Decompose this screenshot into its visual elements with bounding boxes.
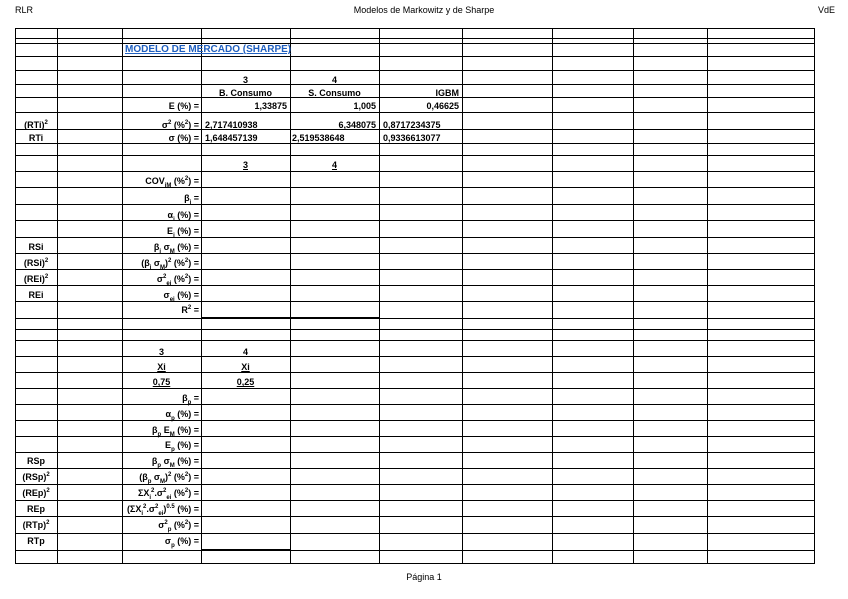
asset-name-3: IGBM	[435, 88, 459, 98]
variance-value-2: 6,348075	[338, 120, 376, 130]
grid-row-line	[15, 70, 815, 71]
rep-formula: $(\Sigma X_i^2.\sigma^2_{ei})^{0.5}$ (%) =	[126, 504, 199, 517]
grid-row-line	[15, 301, 815, 302]
e-i-label: $E_i$ (%) =	[167, 226, 199, 239]
header-right: VdE	[817, 5, 835, 15]
grid-row-line	[15, 204, 815, 205]
rei2-label: (REi)$^2$	[23, 274, 49, 284]
sec3-x-2: Xi	[241, 362, 250, 372]
header-center: Modelos de Markowitz y de Sharpe	[353, 5, 495, 15]
grid-row-line	[15, 155, 815, 156]
weight-2: 0,25	[236, 377, 255, 387]
beta-i-label: $\beta_i$ =	[184, 193, 199, 206]
sd-value-3: 0,9336613077	[383, 133, 441, 143]
rsi-formula: $\beta_i$ $\sigma_M$ (%) =	[153, 242, 199, 255]
rei-label: REi	[28, 290, 44, 300]
weight-1: 0,75	[152, 377, 171, 387]
sd-value-1: 1,648457139	[205, 133, 258, 143]
asset-name-1: B. Consumo	[219, 88, 272, 98]
grid-row-line	[15, 237, 815, 238]
r2-label: $R^2$ =	[181, 305, 199, 315]
grid-row-line	[15, 388, 815, 389]
grid-row-line	[15, 253, 815, 254]
rep-label: REp	[27, 504, 45, 514]
grid-col-line	[814, 29, 815, 563]
rep2-formula: $\Sigma X_i^2.\sigma^2_{ei}$ (%$^2$) =	[137, 488, 199, 501]
page-footer: Página 1	[406, 572, 442, 582]
grid-col-line	[57, 29, 58, 563]
rtp-formula: $\sigma_p$ (%) =	[164, 536, 199, 549]
e-value-3: 0,46625	[426, 101, 459, 111]
rsi-label: RSi	[28, 242, 44, 252]
grid-row-line	[15, 420, 815, 421]
asset-number-2: 4	[331, 75, 337, 85]
alpha-i-label: $\alpha_i$ (%) =	[167, 210, 199, 223]
variance-value-1: 2,717410938	[205, 120, 258, 130]
e-p-label: $E_p$ (%) =	[165, 440, 199, 453]
grid-row-line	[15, 285, 815, 286]
sec3-number-1: 3	[158, 347, 164, 357]
grid-row-line	[15, 112, 815, 113]
rti-label: RTi	[28, 133, 44, 143]
grid-row-line	[15, 516, 815, 517]
grid-row-line	[15, 56, 815, 57]
grid-row-line	[15, 550, 815, 551]
grid-row-line	[15, 329, 815, 330]
grid-col-line	[707, 29, 708, 563]
rtp-label: RTp	[27, 536, 45, 546]
grid-row-line	[15, 372, 815, 373]
grid-row-line	[15, 171, 815, 172]
asset-number-1: 3	[242, 75, 248, 85]
rep2-label: (REp)$^2$	[22, 488, 50, 498]
grid-col-line	[633, 29, 634, 563]
sec2-number-1: 3	[242, 160, 248, 170]
rtp2-formula: $\sigma^2_p$ (%$^2$) =	[158, 520, 199, 533]
cov-label: $COV_{iM}$ (%$^2$) =	[145, 176, 199, 189]
rtp2-label: (RTp)$^2$	[22, 520, 50, 530]
e-label: E (%) =	[168, 101, 199, 111]
header-left: RLR	[15, 5, 34, 15]
sec2-number-2: 4	[331, 160, 337, 170]
rti2-label: (RTi)$^2$	[24, 120, 48, 130]
sd-label: σ (%) =	[168, 133, 199, 143]
asset-name-2: S. Consumo	[308, 88, 361, 98]
grid-col-line	[462, 29, 463, 563]
grid-row-line	[15, 318, 815, 319]
variance-value-3: 0,8717234375	[383, 120, 441, 130]
rei2-formula: $\sigma^2_{ei}$ (%$^2$) =	[156, 274, 199, 287]
rsi2-formula: ($\beta_i$ $\sigma_M)^2$ (%$^2$) =	[141, 258, 199, 271]
rsp-formula: $\beta_p$ $\sigma_M$ (%) =	[151, 456, 199, 469]
sec3-x-1: Xi	[157, 362, 166, 372]
beta-p-label: $\beta_p$ =	[182, 393, 199, 406]
grid-row-line	[15, 269, 815, 270]
grid-row-line	[15, 38, 815, 39]
grid-row-line	[15, 468, 815, 469]
sec3-number-2: 4	[242, 347, 248, 357]
grid-row-line	[15, 404, 815, 405]
rsp2-formula: ($\beta_p$ $\sigma_M)^2$ (%$^2$) =	[139, 472, 199, 485]
e-value-2: 1,005	[353, 101, 376, 111]
rsi2-label: (RSi)$^2$	[23, 258, 49, 268]
grid-row-line	[15, 187, 815, 188]
spreadsheet	[15, 28, 815, 564]
rsp2-label: (RSp)$^2$	[22, 472, 50, 482]
grid-row-line	[15, 220, 815, 221]
grid-col-line	[552, 29, 553, 563]
grid-row-line	[15, 436, 815, 437]
grid-row-line	[15, 143, 815, 144]
rei-formula: $\sigma_{ei}$ (%) =	[163, 290, 199, 303]
beta-e-label: $\beta_p$ $E_M$ (%) =	[152, 425, 199, 438]
grid-row-line	[15, 340, 815, 341]
grid-row-line	[15, 484, 815, 485]
alpha-p-label: $\alpha_p$ (%) =	[165, 409, 199, 422]
grid-row-line	[15, 500, 815, 501]
model-title[interactable]: MODELO DE MERCADO (SHARPE)	[125, 44, 292, 55]
grid-row-line	[15, 84, 815, 85]
rsp-label: RSp	[27, 456, 45, 466]
grid-row-line	[15, 533, 815, 534]
variance-label: $\sigma^2$ (%$^2$) =	[161, 120, 199, 130]
portfolio-box	[201, 388, 291, 550]
e-value-1: 1,33875	[254, 101, 287, 111]
sd-value-2: 2,519538648	[292, 133, 345, 143]
sharpe-asset-box	[201, 171, 380, 318]
grid-row-line	[15, 452, 815, 453]
